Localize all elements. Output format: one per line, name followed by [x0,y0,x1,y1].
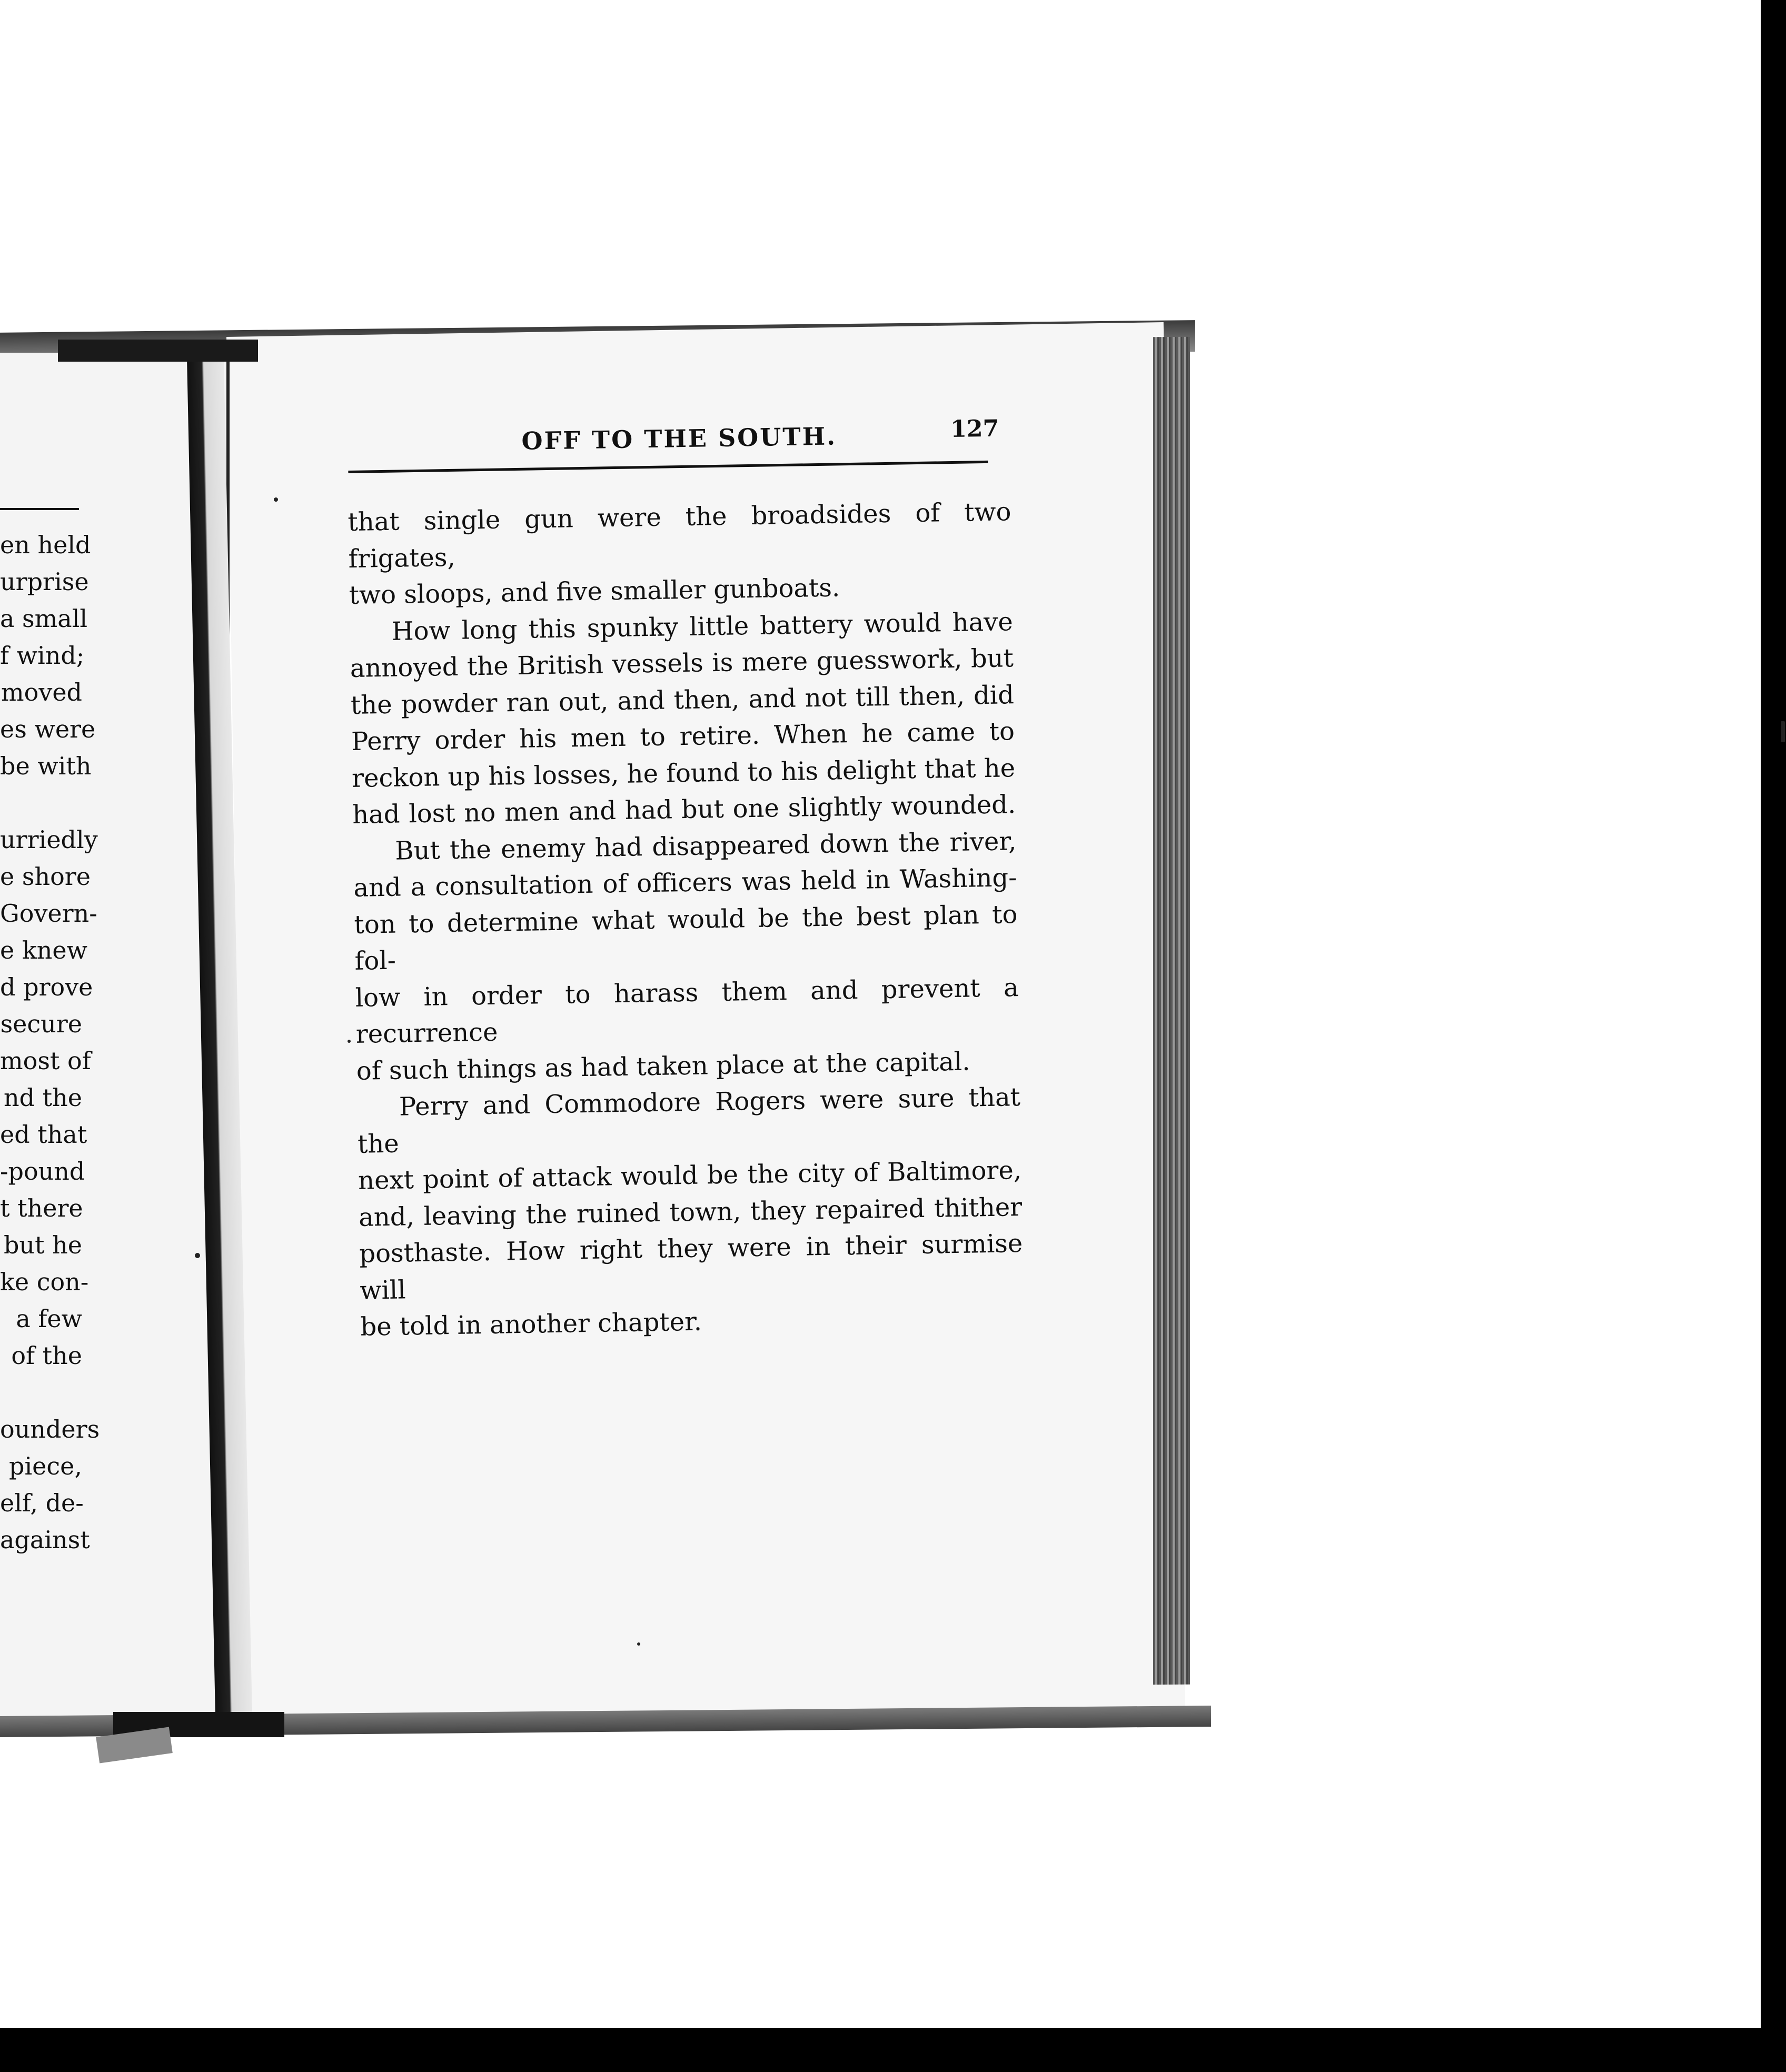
text-line: the powder ran out, and then, and not till then, did [350,680,1015,720]
left-line: urriedly [0,825,98,854]
page-edges [1153,337,1190,1685]
left-line [0,784,82,821]
left-line: elf, de- [0,1489,84,1517]
left-line: against [0,1526,90,1554]
text-line: and a consultation of officers was held in Washing- [353,863,1017,903]
text-line: low in order to harass them and prevent a recurrence [355,972,1019,1049]
left-page-head-rule [0,508,79,510]
left-line: piece, [9,1452,82,1480]
text-line: had lost no men and had but one slightly wounded. [352,790,1016,830]
left-line: of the [11,1341,82,1370]
body-text [348,494,1024,1346]
scan-frame-bottom [0,2028,1786,2072]
text-line: Perry order his men to retire. When he came to [351,716,1015,756]
text-line: of such things as had taken place at the capital. [356,1047,970,1086]
left-line: e shore [0,862,91,891]
text-line: posthaste. How right they were in their surmise will [359,1229,1023,1306]
left-line: f wind; [0,641,85,670]
scan-frame-right [1761,0,1786,2072]
text-line: two sloops, and five smaller gunboats. [349,573,840,610]
left-line: es were [0,715,96,743]
left-line: most of [0,1047,91,1075]
left-line: moved [1,678,82,706]
left-line: nd the [3,1083,82,1112]
left-line: Govern- [0,899,97,928]
text-line: that single gun were the broadsides of two frigates, [348,497,1011,574]
text-line: But the enemy had disappeared down the river, [394,826,1017,866]
dust-speck [274,497,278,502]
text-line: be told in another chapter. [360,1307,702,1342]
left-line: e knew [0,936,87,964]
left-line: ke con- [0,1268,89,1296]
running-head-title: OFF TO THE SOUTH. [521,422,837,455]
dust-speck [637,1642,640,1646]
text-line: and, leaving the ruined town, they repaired thither [358,1192,1023,1232]
left-line: a small [0,604,88,633]
text-line: annoyed the British vessels is mere guesswork, but [350,643,1014,683]
text-line: next point of attack would be the city of Baltimore, [358,1155,1022,1196]
left-line: ed that [0,1120,87,1149]
left-line: secure [0,1010,82,1038]
left-line [0,1374,82,1411]
left-page-text [0,526,100,1558]
text-line: ton to determine what would be the best plan to fol- [354,899,1018,976]
left-line: -pound [0,1157,85,1186]
left-line: urprise [0,567,89,596]
dust-speck [195,1253,200,1258]
left-line: d prove [0,973,93,1001]
left-line: be with [0,752,92,780]
text-line: How long this spunky little battery would have [391,606,1014,646]
page-number: 127 [950,415,999,443]
dust-speck [1781,721,1785,742]
left-line: a few [16,1304,82,1333]
left-line: t there [0,1194,83,1222]
text-line: reckon up his losses, he found to his delight that he [351,753,1016,793]
left-line: en held [0,531,91,559]
dust-speck [348,1040,351,1043]
left-line: but he [3,1231,82,1259]
bookmark-ribbon-top [58,340,258,362]
text-line: Perry and Commodore Rogers were sure that the [357,1082,1021,1159]
left-line: ounders [0,1415,100,1443]
